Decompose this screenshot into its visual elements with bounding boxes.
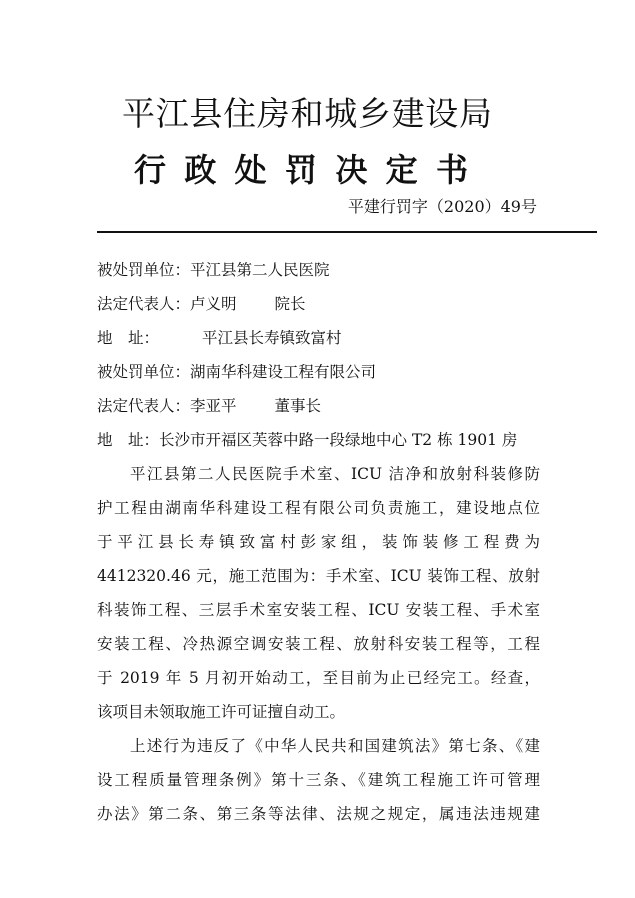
paragraph-line: 设工程质量管理条例》第十三条、《建筑工程施工许可管理: [97, 771, 540, 789]
field-value: 长沙市开福区芙蓉中路一段绿地中心 T2 栋 1901 房: [159, 431, 518, 449]
paragraph-violation: [97, 734, 540, 836]
field-label: 被处罚单位：: [97, 261, 191, 279]
field-label: 法定代表人：: [97, 397, 191, 415]
document-title: 行政处罚决定书: [134, 151, 468, 189]
party-address-2: [97, 428, 540, 462]
party-rep-1: [97, 292, 540, 326]
paragraph-line: 科装饰工程、三层手术室安装工程、ICU 安装工程、手术室: [97, 601, 540, 619]
party-address-1: [97, 326, 540, 360]
field-value: 平江县第二人民医院: [190, 261, 330, 279]
paragraph-line: 于 2019 年 5 月初开始动工，至目前为止已经完工。经查，: [97, 669, 540, 687]
field-label: 地 址：: [97, 329, 160, 347]
party-unit-2: [97, 360, 540, 394]
party-unit-1: [97, 258, 540, 292]
paragraph-line: 平江县第二人民医院手术室、ICU 洁净和放射科装修防: [130, 465, 540, 483]
document-body: [97, 258, 540, 836]
paragraph-facts: [97, 462, 540, 734]
field-label: 地 址：: [97, 431, 160, 449]
field-title: 董事长: [274, 397, 322, 415]
field-title: 院长: [274, 295, 306, 313]
paragraph-line: 办法》第二条、第三条等法律、法规之规定，属违法违规建: [97, 805, 540, 823]
field-value: 卢义明: [190, 295, 237, 313]
field-label: 被处罚单位：: [97, 363, 191, 381]
issuing-organization: 平江县住房和城乡建设局: [122, 94, 492, 133]
paragraph-line: 该项目未领取施工许可证擅自动工。: [97, 703, 346, 721]
header-divider: [97, 231, 597, 233]
paragraph-line: 安装工程、冷热源空调安装工程、放射科安装工程等，工程: [97, 635, 540, 653]
paragraph-line: 于平江县长寿镇致富村彭家组，装饰装修工程费为: [97, 533, 540, 551]
field-value: 平江县长寿镇致富村: [202, 329, 342, 347]
field-value: 湖南华科建设工程有限公司: [190, 363, 377, 381]
document-number: 平建行罚字（2020）49号: [347, 197, 537, 216]
paragraph-line: 上述行为违反了《中华人民共和国建筑法》第七条、《建: [130, 737, 540, 755]
field-value: 李亚平: [190, 397, 237, 415]
paragraph-line: 4412320.46 元，施工范围为：手术室、ICU 装饰工程、放射: [97, 567, 540, 585]
paragraph-line: 护工程由湖南华科建设工程有限公司负责施工，建设地点位: [97, 499, 540, 517]
party-rep-2: [97, 394, 540, 428]
field-label: 法定代表人：: [97, 295, 191, 313]
